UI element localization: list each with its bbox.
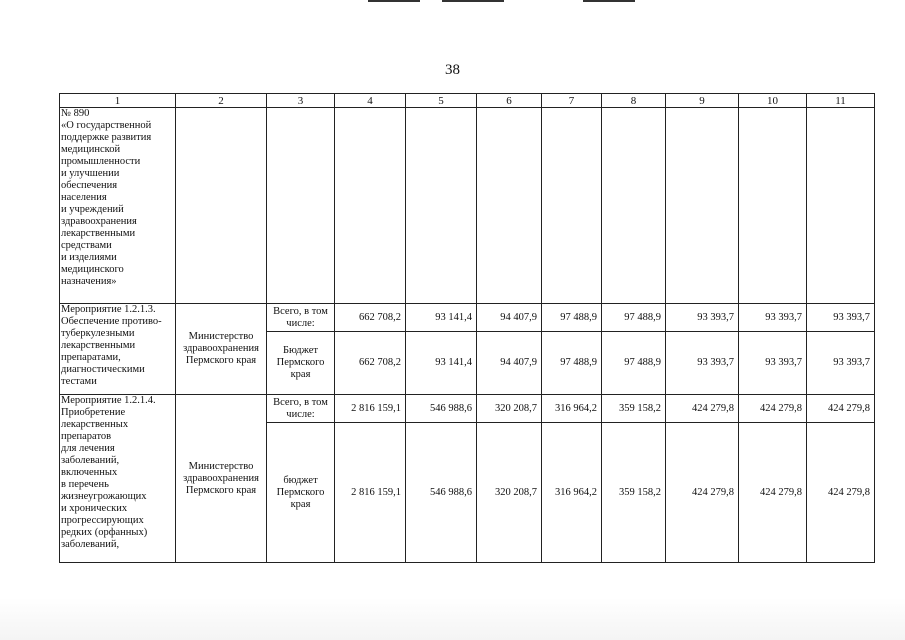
empty-cell [267, 108, 335, 304]
empty-cell [176, 108, 267, 304]
value-cell: 97 488,9 [542, 304, 602, 332]
value-cell: 320 208,7 [477, 423, 542, 563]
value-cell: 662 708,2 [335, 304, 406, 332]
column-header: 7 [542, 94, 602, 108]
column-header: 8 [602, 94, 666, 108]
column-header: 3 [267, 94, 335, 108]
value-cell: 424 279,8 [666, 395, 739, 423]
page-bottom-shade [0, 598, 905, 640]
source-cell: Всего, в том числе: [267, 304, 335, 332]
program-table [59, 93, 875, 563]
value-cell: 359 158,2 [602, 423, 666, 563]
column-number-row [60, 94, 875, 108]
executor-cell: Министерство здравоохранения Пермского края [176, 395, 267, 563]
measure-name-cell: Мероприятие 1.2.1.4. Приобретение лекарственных препаратов для лечения заболеваний, включенных в перечень жизнеугрожающих и хронических прогрессирующих редких (орфанных) заболеваний, [60, 395, 176, 563]
decree-continuation-row [60, 108, 875, 304]
column-header: 11 [807, 94, 875, 108]
value-cell: 93 393,7 [739, 304, 807, 332]
value-cell: 97 488,9 [602, 332, 666, 395]
value-cell: 2 816 159,1 [335, 423, 406, 563]
value-cell: 546 988,6 [406, 423, 477, 563]
column-header: 4 [335, 94, 406, 108]
empty-cell [807, 108, 875, 304]
top-rule-1 [368, 0, 420, 2]
value-cell: 93 393,7 [739, 332, 807, 395]
value-cell: 359 158,2 [602, 395, 666, 423]
empty-cell [477, 108, 542, 304]
value-cell: 93 393,7 [666, 332, 739, 395]
value-cell: 424 279,8 [807, 395, 875, 423]
column-header: 5 [406, 94, 477, 108]
column-header: 1 [60, 94, 176, 108]
measure-name-cell: Мероприятие 1.2.1.3. Обеспечение противо- туберкулезными лекарственными препаратами, диагностическими тестами [60, 304, 176, 395]
page-number: 38 [445, 62, 460, 78]
value-cell: 93 393,7 [807, 332, 875, 395]
value-cell: 2 816 159,1 [335, 395, 406, 423]
executor-cell: Министерство здравоохранения Пермского края [176, 304, 267, 395]
empty-cell [542, 108, 602, 304]
value-cell: 93 393,7 [666, 304, 739, 332]
empty-cell [406, 108, 477, 304]
value-cell: 93 141,4 [406, 304, 477, 332]
empty-cell [602, 108, 666, 304]
value-cell: 97 488,9 [542, 332, 602, 395]
source-cell: Всего, в том числе: [267, 395, 335, 423]
value-cell: 320 208,7 [477, 395, 542, 423]
column-header: 9 [666, 94, 739, 108]
value-cell: 94 407,9 [477, 304, 542, 332]
column-header: 6 [477, 94, 542, 108]
value-cell: 93 141,4 [406, 332, 477, 395]
empty-cell [739, 108, 807, 304]
value-cell: 424 279,8 [739, 423, 807, 563]
value-cell: 316 964,2 [542, 395, 602, 423]
value-cell: 93 393,7 [807, 304, 875, 332]
measure-total-row [60, 395, 875, 423]
column-header: 2 [176, 94, 267, 108]
measure-total-row [60, 304, 875, 332]
value-cell: 97 488,9 [602, 304, 666, 332]
value-cell: 662 708,2 [335, 332, 406, 395]
value-cell: 316 964,2 [542, 423, 602, 563]
value-cell: 94 407,9 [477, 332, 542, 395]
top-rule-2 [442, 0, 504, 2]
value-cell: 424 279,8 [666, 423, 739, 563]
source-cell: Бюджет Пермского края [267, 332, 335, 395]
decree-title-cell: № 890 «О государственной поддержке развития медицинской промышленности и улучшении обеспечения населения и учреждений здравоохранения лекарственными средствами и изделиями медицинского назначения» [60, 108, 176, 304]
value-cell: 424 279,8 [807, 423, 875, 563]
top-rule-3 [583, 0, 635, 2]
source-cell: бюджет Пермского края [267, 423, 335, 563]
empty-cell [335, 108, 406, 304]
column-header: 10 [739, 94, 807, 108]
value-cell: 424 279,8 [739, 395, 807, 423]
empty-cell [666, 108, 739, 304]
value-cell: 546 988,6 [406, 395, 477, 423]
